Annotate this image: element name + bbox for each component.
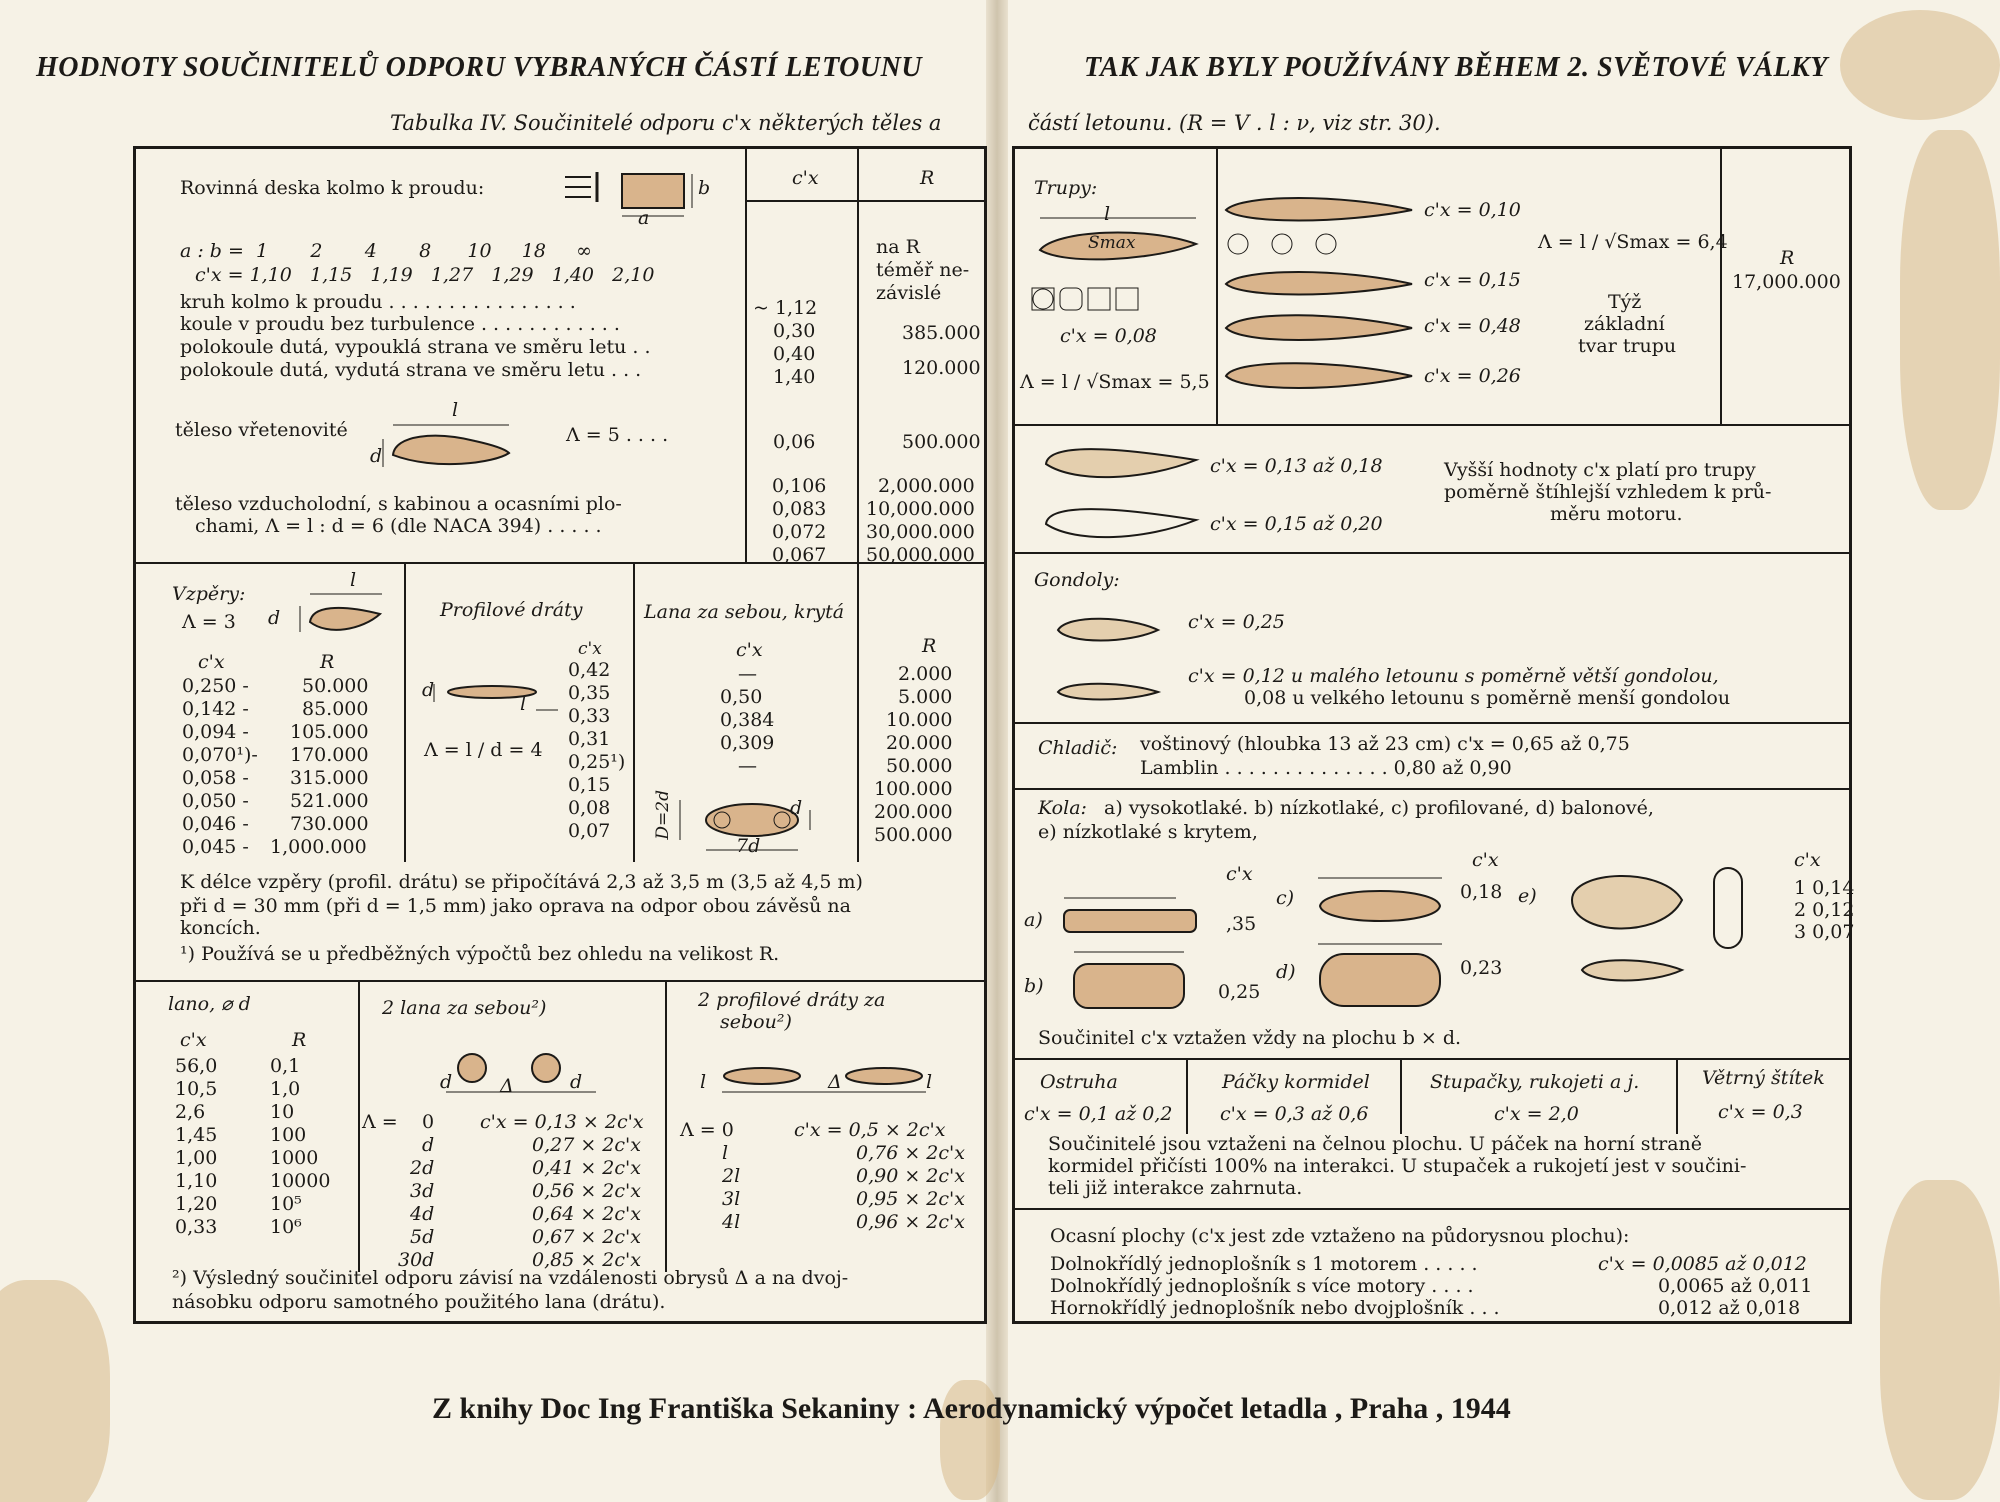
tandem-cables-title: Lana za sebou, krytá (644, 601, 845, 623)
wheel-b-value: 0,25 (1218, 981, 1261, 1003)
two-cables-cx: 0,56 × 2c'x (532, 1180, 641, 1202)
wheel-b-label: b) (1024, 975, 1044, 997)
paper-stain (1880, 1180, 2000, 1500)
plate-ab-row: a : b = 1 2 4 8 10 18 ∞ (180, 240, 593, 262)
divider (1720, 148, 1722, 424)
shape-label: polokoule dutá, vypouklá strana ve směru letu . . (180, 336, 651, 358)
cable-r: 10000 (270, 1170, 331, 1192)
engine-note: Vyšší hodnoty c'x platí pro trupy (1444, 459, 1756, 481)
divider (1014, 1058, 1850, 1060)
spindle-body-diagram (375, 405, 515, 475)
profile-wires-cx: 0,15 (568, 774, 611, 796)
r-col-value: 10.000 (886, 709, 953, 731)
divider (665, 980, 667, 1272)
two-cables-lambda: 5d (410, 1226, 435, 1248)
two-profiles-diagram (712, 1062, 942, 1098)
tail-row-label: Hornokřídlý jednoplošník nebo dvojplošník . . . (1050, 1297, 1500, 1319)
engine-fuselage-diagram (1036, 440, 1206, 550)
spindle-cx: 0,06 (773, 431, 816, 453)
two-cables-cx: 0,64 × 2c'x (532, 1203, 641, 1225)
nacelles-title: Gondoly: (1034, 569, 1120, 591)
footnote-2: násobku odporu samotného použitého lana (drátu). (172, 1291, 666, 1313)
wheels-cd-diagram (1310, 870, 1450, 1010)
nacelle-cx: 0,08 u velkého letounu s poměrně menší gondolou (1244, 687, 1731, 709)
dim-d-label: d (790, 797, 803, 819)
tandem-cables-cx: — (738, 755, 757, 777)
strut-note: K délce vzpěry (profil. drátu) se připočítává 2,3 až 3,5 m (3,5 až 4,5 m) (180, 871, 863, 893)
source-caption: Z knihy Doc Ing Františka Sekaniny : Aerodynamický výpočet letadla , Praha , 1944 (432, 1392, 1511, 1425)
wheel-e-covered-diagram (1552, 860, 1752, 1020)
struts-cx: 0,142 - (182, 698, 249, 720)
struts-r: 1,000.000 (270, 836, 367, 858)
plate-label: Rovinná deska kolmo k proudu: (180, 177, 485, 199)
engine-note: měru motoru. (1550, 503, 1683, 525)
levers-value: c'x = 0,3 až 0,6 (1220, 1103, 1369, 1125)
fuselage-cx: c'x = 0,10 (1424, 199, 1521, 221)
strut-note: při d = 30 mm (při d = 1,5 mm) jako oprava na odpor obou závěsů na (180, 895, 851, 917)
smax-label: Smax (1088, 233, 1136, 253)
divider (633, 562, 635, 862)
struts-cx-head: c'x (198, 651, 225, 673)
divider (745, 148, 747, 562)
two-cables-cx: 0,41 × 2c'x (532, 1157, 641, 1179)
plate-cx-row: c'x = 1,10 1,15 1,19 1,27 1,29 1,40 2,10 (195, 264, 655, 286)
spindle-lambda: Λ = 5 . . . . (566, 424, 669, 446)
cable-r-head: R (292, 1029, 307, 1051)
dim-a-label: a (638, 207, 650, 229)
airship-cx: 0,067 (772, 544, 827, 566)
dim-l-label: l (520, 693, 527, 715)
r-col-head: R (922, 635, 937, 657)
two-profiles-lambda: 3l (722, 1188, 741, 1210)
fuselage-r-value: 17,000.000 (1732, 271, 1841, 293)
cable-title: lano, ⌀ d (168, 993, 251, 1015)
two-cables-cx: 0,27 × 2c'x (532, 1134, 641, 1156)
fuselage-lambda-left: Λ = l / √Smax = 5,5 (1020, 371, 1210, 393)
profile-wires-cx: 0,33 (568, 705, 611, 727)
dim-d-label: d (440, 1071, 453, 1093)
divider (135, 980, 985, 982)
divider (1014, 1208, 1850, 1210)
col-head-r: R (920, 167, 935, 189)
tandem-cables-cx: 0,309 (720, 732, 775, 754)
struts-cx: 0,045 - (182, 836, 249, 858)
struts-cx: 0,046 - (182, 813, 249, 835)
struts-cx: 0,094 - (182, 721, 249, 743)
profile-wire-diagram (430, 670, 560, 720)
wheel-e-label: e) (1518, 885, 1537, 907)
engine-cx: c'x = 0,15 až 0,20 (1210, 513, 1383, 535)
two-cables-lambda: 30d (398, 1249, 435, 1271)
cable-cx: 1,10 (175, 1170, 218, 1192)
cable-r: 10⁵ (270, 1193, 302, 1215)
tail-title: Ocasní plochy (c'x jest zde vztaženo na půdorysnou plochu): (1050, 1225, 1630, 1247)
misc-note: Součinitelé jsou vztaženi na čelnou plochu. U páček na horní straně (1048, 1133, 1702, 1155)
windshield-title: Větrný štítek (1702, 1067, 1825, 1089)
wheels-line: e) nízkotlaké s krytem, (1038, 821, 1258, 843)
fuselage-side-diagram (1026, 210, 1206, 320)
table-caption-left: Tabulka IV. Součinitelé odporu c'x některých těles a (390, 111, 942, 135)
profile-wires-cx: 0,42 (568, 659, 611, 681)
r-col-value: 20.000 (886, 732, 953, 754)
divider (1400, 1058, 1402, 1134)
two-cables-lambda-head: Λ = (362, 1111, 398, 1133)
shape-r: 120.000 (902, 357, 981, 379)
two-profiles-lambda: 2l (722, 1165, 741, 1187)
r-col-value: 5.000 (898, 686, 953, 708)
two-cables-title: 2 lana za sebou²) (382, 997, 547, 1019)
profile-wires-cx: 0,35 (568, 682, 611, 704)
radiator-line: Lamblin . . . . . . . . . . . . . . 0,80 až 0,90 (1140, 757, 1512, 779)
windshield-value: c'x = 0,3 (1718, 1101, 1803, 1123)
tandem-cables-cx: 0,384 (720, 709, 775, 731)
nacelle-cx: c'x = 0,25 (1188, 611, 1285, 633)
r-col-value: 200.000 (874, 801, 953, 823)
divider (404, 562, 406, 862)
two-cables-lambda: 2d (410, 1157, 435, 1179)
dim-d-label: d (370, 445, 383, 467)
dim-l-label: l (350, 569, 357, 591)
fuselage-shapes-diagram (1222, 194, 1422, 394)
paper-stain (0, 1280, 110, 1502)
two-profiles-lambda: l (722, 1142, 729, 1164)
dim-l-label: l (452, 399, 459, 421)
cable-r: 1000 (270, 1147, 319, 1169)
flow-arrows-icon (565, 172, 601, 202)
same-shape-note: tvar trupu (1578, 335, 1677, 357)
engine-note: poměrně štíhlejší vzhledem k prů- (1444, 481, 1772, 503)
airship-r: 2,000.000 (878, 475, 975, 497)
footnote-2: ²) Výsledný součinitel odporu závisí na vzdálenosti obrysů Δ a na dvoj- (172, 1267, 849, 1289)
dim-d-label: d (422, 679, 435, 701)
plate-r-note: na R téměř ne- závislé (876, 236, 970, 304)
wheels-ab-diagram (1056, 886, 1206, 1016)
dim-d-label: d (268, 607, 281, 629)
radiator-line: voštinový (hloubka 13 až 23 cm) c'x = 0,65 až 0,75 (1140, 733, 1630, 755)
profile-wires-cx: 0,07 (568, 820, 611, 842)
profile-wires-cx-head: c'x (578, 639, 602, 659)
wheel-e-value: 2 0,12 (1794, 899, 1855, 921)
two-cables-lambda: 3d (410, 1180, 435, 1202)
wheel-e-value: 3 0,07 (1794, 921, 1855, 943)
two-cables-cx: 0,67 × 2c'x (532, 1226, 641, 1248)
profile-wires-cx: 0,31 (568, 728, 611, 750)
airship-r: 30,000.000 (866, 521, 975, 543)
r-col-value: 2.000 (898, 663, 953, 685)
two-cables-lambda: 0 (422, 1111, 435, 1133)
two-cables-cx: c'x = 0,13 × 2c'x (480, 1111, 644, 1133)
cable-cx: 1,20 (175, 1193, 218, 1215)
wheels-line: a) vysokotlaké. b) nízkotlaké, c) profilované, d) balonové, (1104, 797, 1654, 819)
struts-cx: 0,250 - (182, 675, 249, 697)
dim-l-label: l (1104, 203, 1111, 225)
misc-note: teli již interakce zahrnuta. (1048, 1177, 1303, 1199)
paper-stain (1840, 10, 2000, 120)
shape-cx: 1,40 (773, 366, 816, 388)
strut-profile-diagram (270, 582, 390, 642)
dim-l-label: l (926, 1071, 933, 1093)
tandem-cables-cx: — (738, 663, 757, 685)
wheels-cx-head: c'x (1226, 863, 1253, 885)
airship-cx: 0,083 (772, 498, 827, 520)
dim-b-label: b (698, 177, 711, 199)
fuselage-cx-left: c'x = 0,08 (1060, 325, 1157, 347)
two-cables-lambda: 4d (410, 1203, 435, 1225)
dim-delta-label: Δ (500, 1075, 514, 1097)
same-shape-note: základní (1584, 313, 1665, 335)
r-col-value: 50.000 (886, 755, 953, 777)
struts-r: 85.000 (302, 698, 369, 720)
strut-note: koncích. (180, 917, 261, 939)
tail-row-value: c'x = 0,0085 až 0,012 (1598, 1253, 1807, 1275)
tandem-cables-cx: 0,50 (720, 686, 763, 708)
tail-row-label: Dolnokřídlý jednoplošník s více motory . . . . (1050, 1275, 1474, 1297)
cable-r: 100 (270, 1124, 307, 1146)
struts-r: 50.000 (302, 675, 369, 697)
airship-cx: 0,072 (772, 521, 827, 543)
struts-r: 730.000 (290, 813, 369, 835)
airship-cx: 0,106 (772, 475, 827, 497)
divider (857, 562, 859, 862)
dim-7d-label: 7d (736, 835, 761, 857)
divider (857, 148, 859, 562)
page-title-right: TAK JAK BYLY POUŽÍVÁNY BĚHEM 2. SVĚTOVÉ VÁLKY (1084, 52, 1828, 83)
wheel-d-label: d) (1276, 961, 1296, 983)
struts-cx: 0,070¹)- (182, 744, 258, 766)
divider (745, 200, 985, 202)
cable-cx-head: c'x (180, 1029, 207, 1051)
wheels-note: Součinitel c'x vztažen vždy na plochu b × d. (1038, 1027, 1462, 1049)
struts-title: Vzpěry: (172, 583, 246, 605)
engine-cx: c'x = 0,13 až 0,18 (1210, 455, 1383, 477)
r-col-value: 500.000 (874, 824, 953, 846)
spur-value: c'x = 0,1 až 0,2 (1024, 1103, 1173, 1125)
divider (1014, 722, 1850, 724)
page-title-left: HODNOTY SOUČINITELŮ ODPORU VYBRANÝCH ČÁSTÍ LETOUNU (36, 52, 923, 83)
levers-title: Páčky kormidel (1222, 1071, 1370, 1093)
divider (358, 980, 360, 1272)
shape-cx: 0,40 (773, 343, 816, 365)
fuselage-lambda-right: Λ = l / √Smax = 6,4 (1538, 231, 1728, 253)
same-shape-note: Týž (1608, 291, 1642, 313)
struts-r: 105.000 (290, 721, 369, 743)
tandem-cables-cx-head: c'x (736, 639, 763, 661)
wheel-c-value: 0,18 (1460, 881, 1503, 903)
airship-r: 10,000.000 (866, 498, 975, 520)
cable-r: 10⁶ (270, 1216, 302, 1238)
col-head-cx: c'x (792, 167, 819, 189)
struts-r-head: R (320, 651, 335, 673)
struts-cx: 0,050 - (182, 790, 249, 812)
fuselage-cx: c'x = 0,48 (1424, 315, 1521, 337)
profile-wires-cx: 0,25¹) (568, 751, 626, 773)
dim-l-label: l (700, 1071, 707, 1093)
fuselage-r-head: R (1780, 247, 1795, 269)
spindle-r: 500.000 (902, 431, 981, 453)
cable-r: 1,0 (270, 1078, 301, 1100)
two-profiles-cx: 0,90 × 2c'x (856, 1165, 965, 1187)
cable-cx: 1,00 (175, 1147, 218, 1169)
misc-note: kormidel přičísti 100% na interakci. U stupaček a rukojetí jest v součini- (1048, 1155, 1747, 1177)
tail-row-label: Dolnokřídlý jednoplošník s 1 motorem . . . . . (1050, 1253, 1478, 1275)
nacelle-diagram (1048, 610, 1168, 710)
shape-cx: ~ 1,12 (753, 297, 818, 319)
two-cables-cx: 0,85 × 2c'x (532, 1249, 641, 1271)
cable-cx: 10,5 (175, 1078, 218, 1100)
footnote-1: ¹) Používá se u předběžných výpočtů bez ohledu na velikost R. (180, 943, 780, 965)
cable-cx: 0,33 (175, 1216, 218, 1238)
nacelle-cx: c'x = 0,12 u malého letounu s poměrně větší gondolou, (1188, 665, 1719, 687)
cable-cx: 56,0 (175, 1055, 218, 1077)
struts-r: 170.000 (290, 744, 369, 766)
tail-row-value: 0,0065 až 0,011 (1658, 1275, 1813, 1297)
shape-label: koule v proudu bez turbulence . . . . . . . . . . . . (180, 313, 620, 335)
wheel-e-value: 1 0,14 (1794, 877, 1855, 899)
two-profiles-cx: 0,96 × 2c'x (856, 1211, 965, 1233)
dim-d-label: d (570, 1071, 583, 1093)
steps-value: c'x = 2,0 (1494, 1103, 1579, 1125)
shape-r: 385.000 (902, 322, 981, 344)
two-profiles-lambda: Λ = 0 (680, 1119, 734, 1141)
wheels-cx-head: c'x (1794, 849, 1821, 871)
dim-delta-label: Δ (828, 1071, 842, 1093)
profile-wires-lambda: Λ = l / d = 4 (424, 739, 543, 761)
table-caption-right: částí letounu. (R = V . l : ν, viz str. 30). (1028, 111, 1441, 135)
shape-label: polokoule dutá, vydutá strana ve směru letu . . . (180, 359, 642, 381)
struts-r: 521.000 (290, 790, 369, 812)
profile-wires-title: Profilové dráty (440, 599, 583, 621)
dim-D-label: D=2d (653, 790, 673, 840)
airship-r: 50,000.000 (866, 544, 975, 566)
shape-label: kruh kolmo k proudu . . . . . . . . . . . . . . . . (180, 291, 576, 313)
wheels-title: Kola: (1038, 797, 1087, 819)
radiator-title: Chladič: (1038, 737, 1118, 759)
two-profiles-cx: c'x = 0,5 × 2c'x (794, 1119, 946, 1141)
spindle-label: těleso vřetenovité (175, 419, 348, 441)
fuselage-cx: c'x = 0,15 (1424, 269, 1521, 291)
airship-label: těleso vzducholodní, s kabinou a ocasními plo- (175, 493, 622, 515)
two-profiles-cx: 0,95 × 2c'x (856, 1188, 965, 1210)
divider (1216, 148, 1218, 424)
two-profiles-title: sebou²) (720, 1011, 792, 1033)
wheel-a-label: a) (1024, 909, 1043, 931)
struts-lambda: Λ = 3 (182, 611, 236, 633)
fuselage-title: Trupy: (1034, 177, 1098, 199)
two-profiles-cx: 0,76 × 2c'x (856, 1142, 965, 1164)
cable-cx: 2,6 (175, 1101, 206, 1123)
two-profiles-title: 2 profilové dráty za (698, 989, 886, 1011)
cable-cx: 1,45 (175, 1124, 218, 1146)
cable-r: 0,1 (270, 1055, 301, 1077)
flat-plate-diagram (620, 172, 710, 228)
struts-r: 315.000 (290, 767, 369, 789)
divider (1014, 552, 1850, 554)
shape-cx: 0,30 (773, 320, 816, 342)
book-spine (986, 0, 1008, 1502)
spur-title: Ostruha (1040, 1071, 1118, 1093)
steps-title: Stupačky, rukojeti a j. (1430, 1071, 1640, 1093)
divider (1676, 1058, 1678, 1134)
two-cables-lambda: d (422, 1134, 435, 1156)
fuselage-cx: c'x = 0,26 (1424, 365, 1521, 387)
wheel-c-label: c) (1276, 887, 1295, 909)
wheel-a-value: ,35 (1226, 913, 1257, 935)
profile-wires-cx: 0,08 (568, 797, 611, 819)
tail-row-value: 0,012 až 0,018 (1658, 1297, 1801, 1319)
two-profiles-lambda: 4l (722, 1211, 741, 1233)
divider (1014, 788, 1850, 790)
wheel-d-value: 0,23 (1460, 957, 1503, 979)
divider (1186, 1058, 1188, 1134)
cable-r: 10 (270, 1101, 295, 1123)
airship-label: chami, Λ = l : d = 6 (dle NACA 394) . . . . . (195, 515, 602, 537)
r-col-value: 100.000 (874, 778, 953, 800)
wheels-cx-head: c'x (1472, 849, 1499, 871)
paper-stain (1900, 130, 2000, 510)
divider (1014, 424, 1850, 426)
struts-cx: 0,058 - (182, 767, 249, 789)
